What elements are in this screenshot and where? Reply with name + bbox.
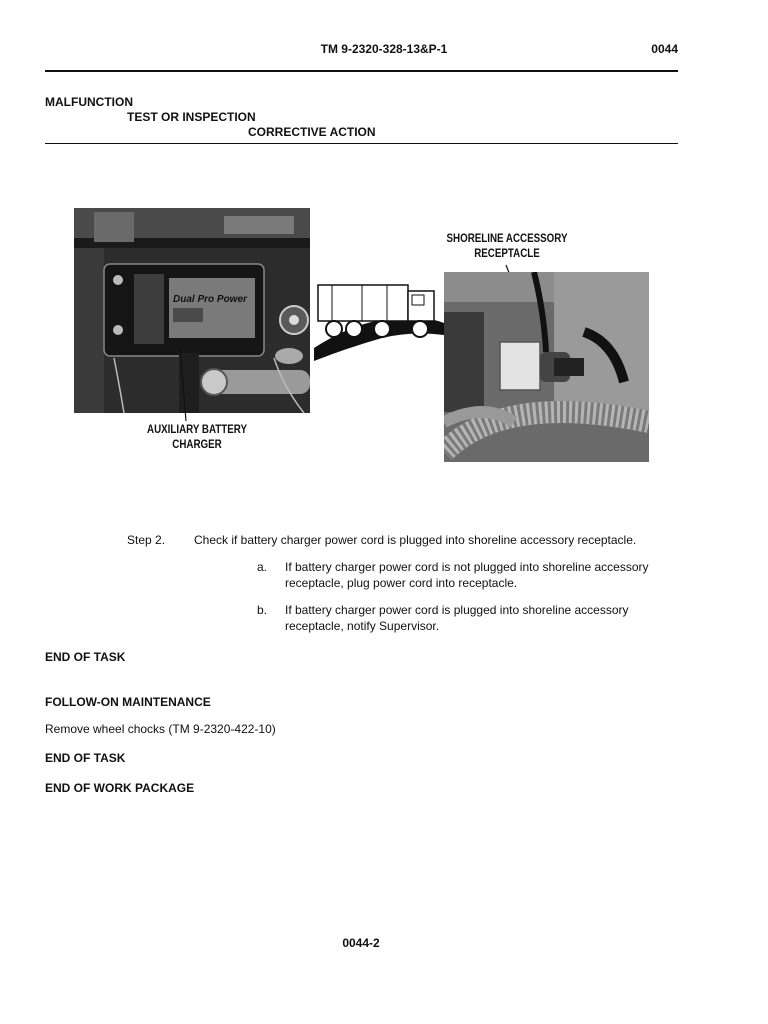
- document-number: TM 9-2320-328-13&P-1: [320, 42, 448, 56]
- substep-b-label: b.: [257, 603, 268, 617]
- shoreline-receptacle-photo: [444, 272, 649, 462]
- substep-b-text: If battery charger power cord is plugged into shoreline accessory receptacle, notify Supervisor.: [285, 603, 629, 633]
- charger-leader-line: [172, 345, 202, 425]
- end-of-task-2: END OF TASK: [45, 751, 126, 765]
- substep-a-text: If battery charger power cord is not plugged into shoreline accessory receptacle, plug power cord into receptacle.: [285, 560, 649, 590]
- header-rule: [45, 70, 678, 72]
- test-inspection-heading: TEST OR INSPECTION: [127, 110, 256, 124]
- corrective-action-heading: CORRECTIVE ACTION: [248, 125, 376, 139]
- charger-brand-text: Dual Pro Power: [173, 294, 247, 305]
- page-number: 0044-2: [342, 936, 380, 950]
- shoreline-callout: SHORELINE ACCESSORY RECEPTACLE: [446, 233, 568, 260]
- follow-on-text: Remove wheel chocks (TM 9-2320-422-10): [45, 722, 276, 736]
- substep-a-label: a.: [257, 560, 268, 574]
- work-package-number: 0044: [651, 42, 678, 56]
- malfunction-heading: MALFUNCTION: [45, 95, 133, 109]
- truck-locator-diagram: [312, 273, 447, 363]
- step-label: Step 2.: [127, 533, 166, 547]
- end-of-work-package: END OF WORK PACKAGE: [45, 781, 195, 795]
- follow-on-heading: FOLLOW-ON MAINTENANCE: [45, 695, 211, 709]
- column-heading-rule: [45, 143, 678, 144]
- charger-callout: AUXILIARY BATTERY CHARGER: [147, 424, 247, 451]
- figure: [72, 205, 672, 465]
- step-text: Check if battery charger power cord is plugged into shoreline accessory receptacle.: [194, 533, 637, 547]
- end-of-task-1: END OF TASK: [45, 650, 126, 664]
